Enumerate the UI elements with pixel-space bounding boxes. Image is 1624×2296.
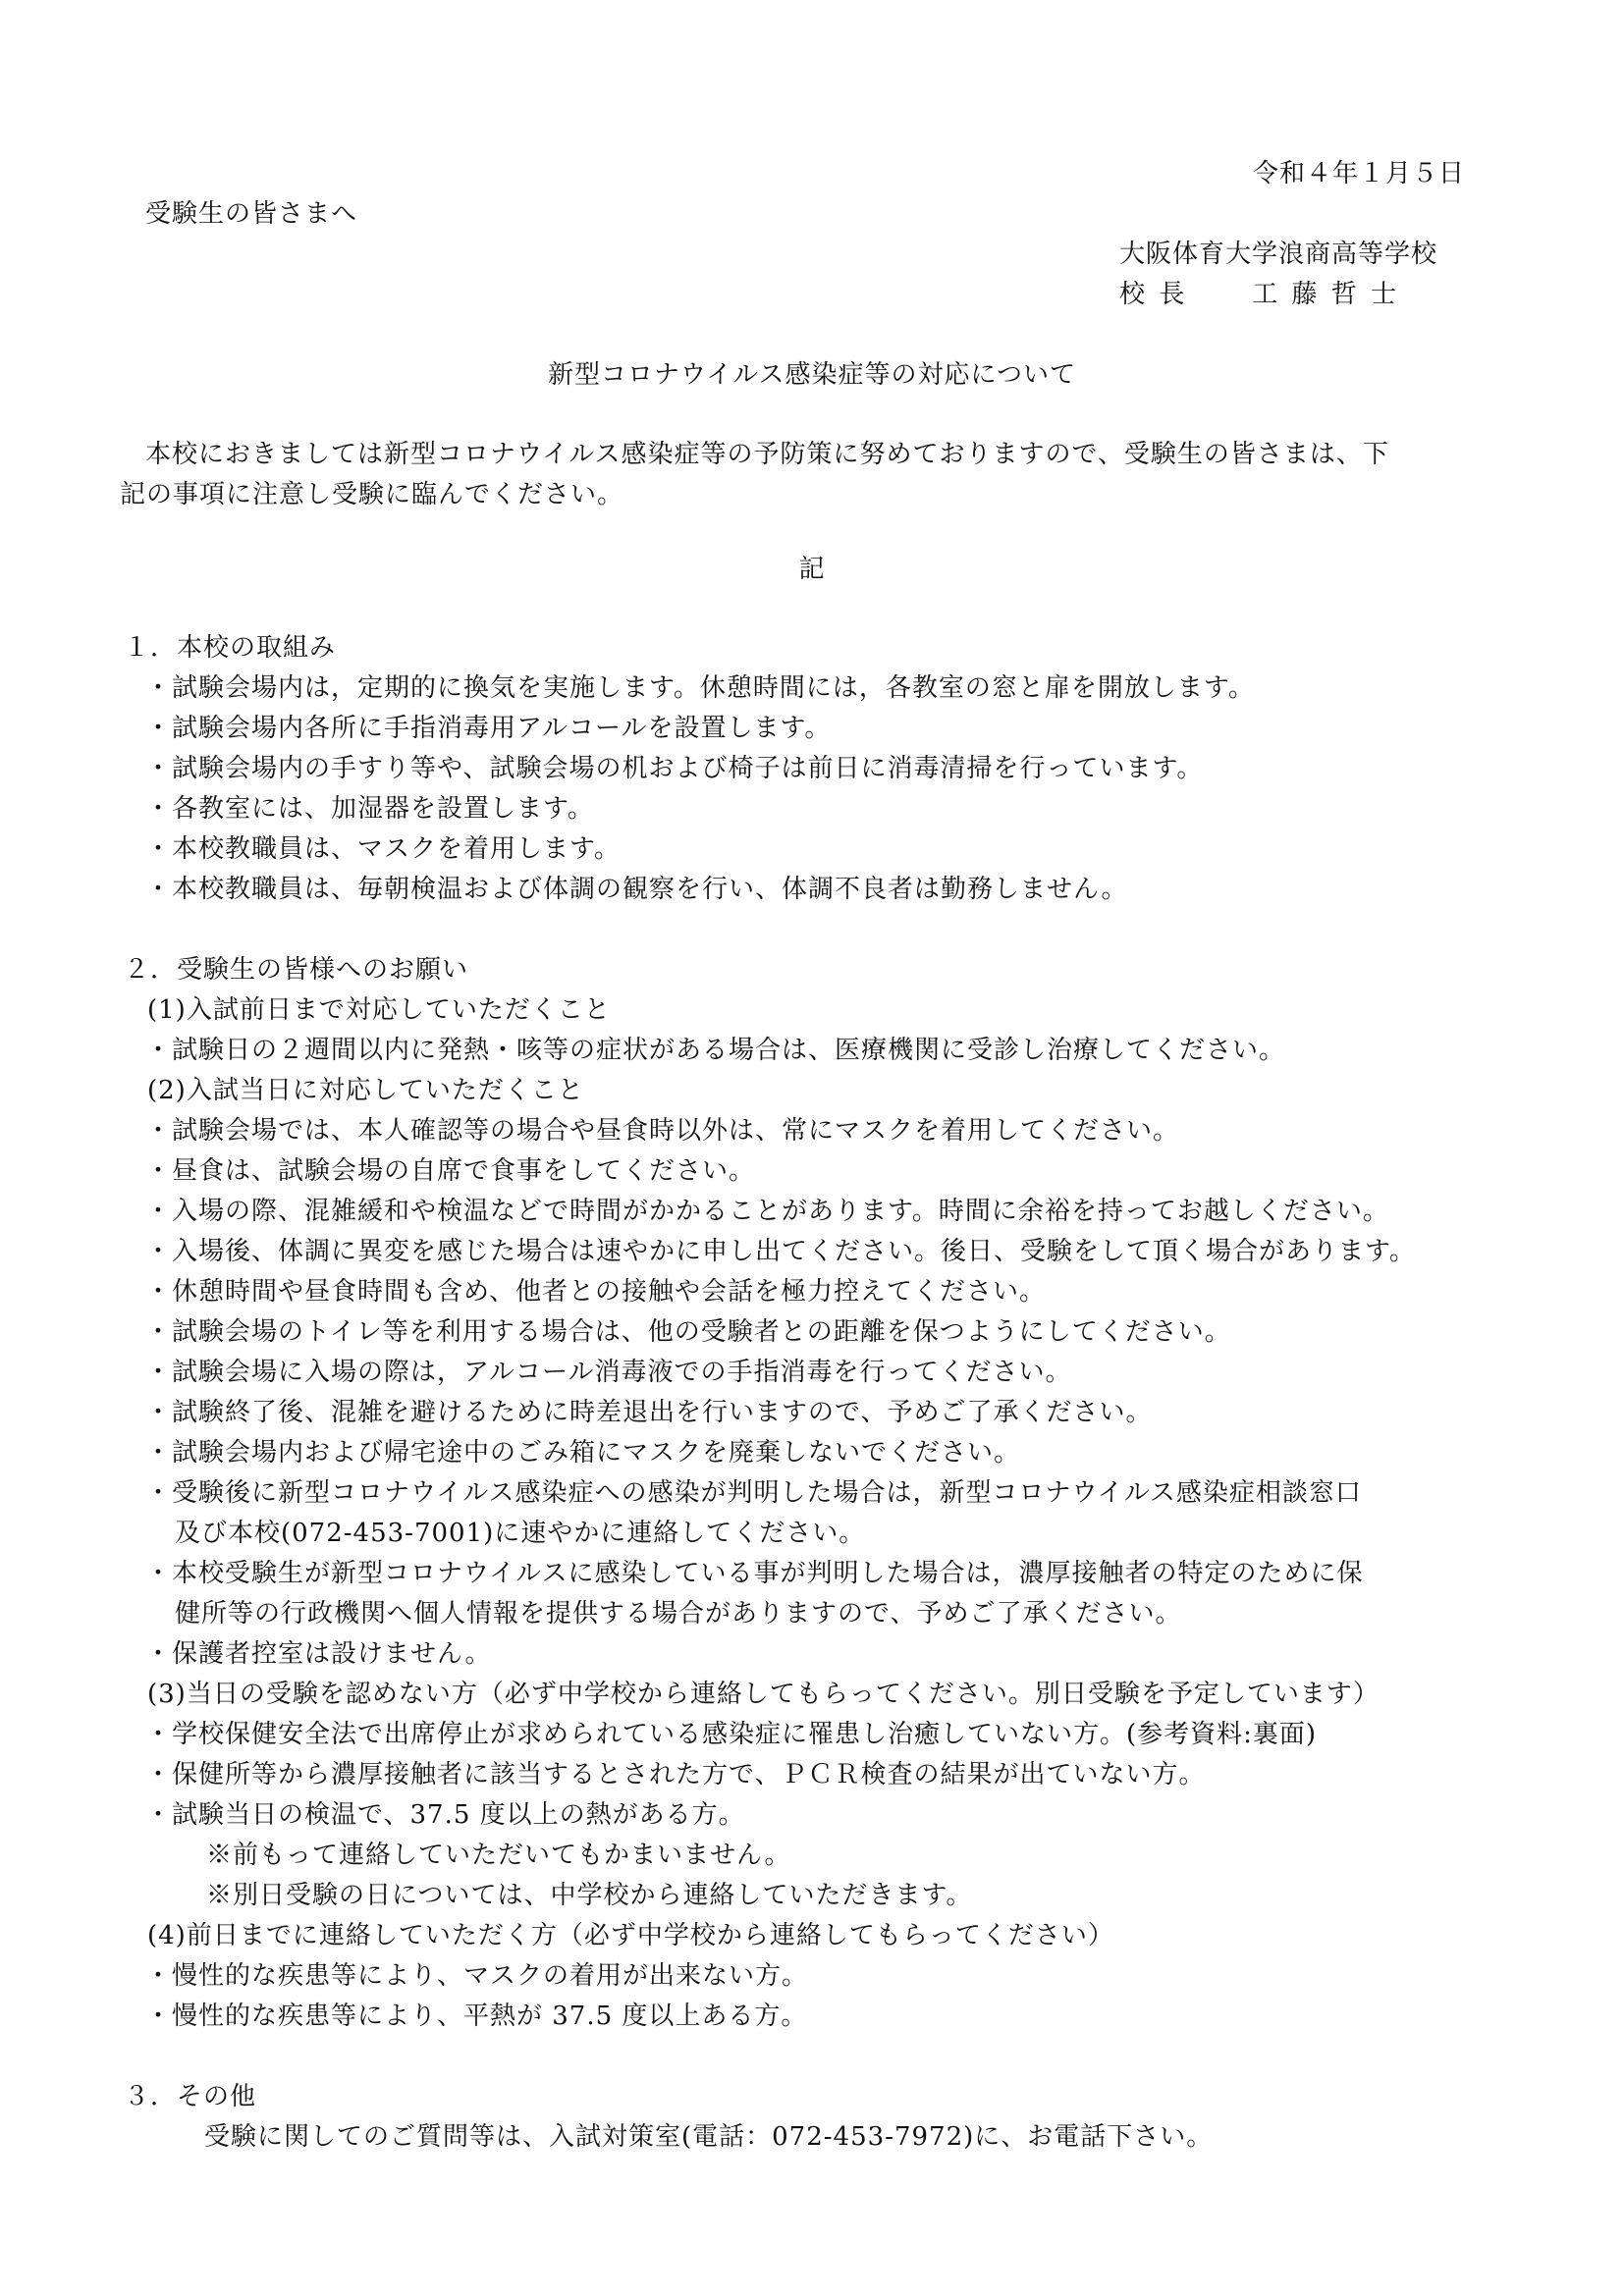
intro-line-2: 記の事項に注意し受験に臨んでください。: [120, 480, 624, 509]
list-item: ・受験後に新型コロナウイルス感染症への感染が判明した場合は，新型コロナウイルス感染症相談窓口: [145, 1478, 1362, 1508]
addressee: 受験生の皆さまへ: [145, 199, 358, 229]
list-item: ・試験会場内各所に手指消毒用アルコールを設置します。: [145, 714, 832, 743]
list-item: ・試験会場内および帰宅途中のごみ箱にマスクを廃棄しないでください。: [145, 1438, 1021, 1468]
list-item: ・試験会場のトイレ等を利用する場合は、他の受験者との距離を保つようにしてください。: [145, 1317, 1231, 1347]
list-item: ・休憩時間や昼食時間も含め、他者との接触や会話を極力控えてください。: [145, 1277, 1046, 1307]
list-item: ・保護者控室は設けません。: [145, 1639, 492, 1669]
intro-line-1: 本校におきましては新型コロナウイルス感染症等の予防策に努めておりますので、受験生の皆さまは、下: [145, 440, 1389, 469]
list-item: ・各教室には、加湿器を設置します。: [145, 794, 594, 824]
note-item: ※別日受験の日については、中学校から連絡していただきます。: [206, 1881, 973, 1910]
list-item: ・慢性的な疾患等により、マスクの着用が出来ない方。: [145, 1961, 809, 1991]
list-item: ・慢性的な疾患等により、平熱が 37.5 度以上ある方。: [145, 2002, 808, 2031]
section-3-heading: ３．その他: [124, 2082, 257, 2111]
subsection-4-heading: (4)前日までに連絡していただく方（必ず中学校から連絡してもらってください）: [147, 1921, 1114, 1950]
section-1-heading: １．本校の取組み: [124, 633, 337, 663]
list-item: ・学校保健安全法で出席停止が求められている感染症に罹患し治癒していない方。(参考資料:裏面): [145, 1720, 1318, 1749]
list-item-continuation: 及び本校(072-453-7001)に速やかに連絡してください。: [175, 1519, 866, 1548]
subsection-2-heading: (2)入試当日に対応していただくこと: [147, 1076, 584, 1105]
list-item: ・保健所等から濃厚接触者に該当するとされた方で、ＰＣＲ検査の結果が出ていない方。: [145, 1760, 1206, 1789]
document-title: 新型コロナウイルス感染症等の対応について: [548, 360, 1076, 390]
list-item: ・試験終了後、混雑を避けるために時差退出を行いますので、予めご了承ください。: [145, 1398, 1153, 1427]
section-2-heading: ２．受験生の皆様へのお願い: [124, 955, 469, 985]
subsection-1-heading: (1)入試前日まで対応していただくこと: [147, 995, 611, 1025]
ki-heading: 記: [798, 555, 826, 584]
list-item: ・入場の際、混雑緩和や検温などで時間がかかることがあります。時間に余裕を持ってお越しください。: [145, 1197, 1389, 1226]
list-item: ・入場後、体調に異変を感じた場合は速やかに申し出てください。後日、受験をして頂く場合があります。: [145, 1237, 1416, 1266]
list-item: ・試験会場内は，定期的に換気を実施します。休憩時間には，各教室の窓と扉を開放します。: [145, 673, 1255, 703]
list-item: ・試験会場に入場の際は，アルコール消毒液での手指消毒を行ってください。: [145, 1358, 1072, 1387]
principal-title: 校 長: [1119, 280, 1188, 309]
subsection-3-heading: (3)当日の受験を認めない方（必ず中学校から連絡してもらってください。別日受験を予定しています）: [147, 1680, 1380, 1709]
list-item: ・試験当日の検温で、37.5 度以上の熱がある方。: [145, 1800, 745, 1830]
list-item: ・昼食は、試験会場の自席で食事をしてください。: [145, 1156, 756, 1186]
list-item: ・試験日の２週間以内に発熱・咳等の症状がある場合は、医療機関に受診し治療してください。: [145, 1036, 1286, 1065]
list-item: ・本校教職員は、マスクを着用します。: [145, 834, 621, 864]
list-item: ・試験会場では、本人確認等の場合や昼食時以外は、常にマスクを着用してください。: [145, 1116, 1180, 1146]
list-item: ・本校教職員は、毎朝検温および体調の観察を行い、体調不良者は勤務しません。: [145, 875, 1128, 904]
contact-text: 受験に関してのご質問等は、入試対策室(電話：072-453-7972)に、お電話下さい。: [204, 2122, 1214, 2152]
list-item: ・試験会場内の手すり等や、試験会場の机および椅子は前日に消毒清掃を行っています。: [145, 754, 1204, 783]
note-item: ※前もって連絡していただいてもかまいません。: [206, 1841, 791, 1870]
list-item-continuation: 健所等の行政機関へ個人情報を提供する場合がありますので、予めご了承ください。: [175, 1599, 1182, 1629]
list-item: ・本校受験生が新型コロナウイルスに感染している事が判明した場合は，濃厚接触者の特定のために保: [145, 1559, 1364, 1588]
principal-name: 工 藤 哲 士: [1252, 280, 1400, 309]
school-name: 大阪体育大学浪商高等学校: [1119, 240, 1438, 269]
principal-line: [1119, 282, 1399, 307]
document-date: 令和４年１月５日: [1252, 159, 1465, 188]
